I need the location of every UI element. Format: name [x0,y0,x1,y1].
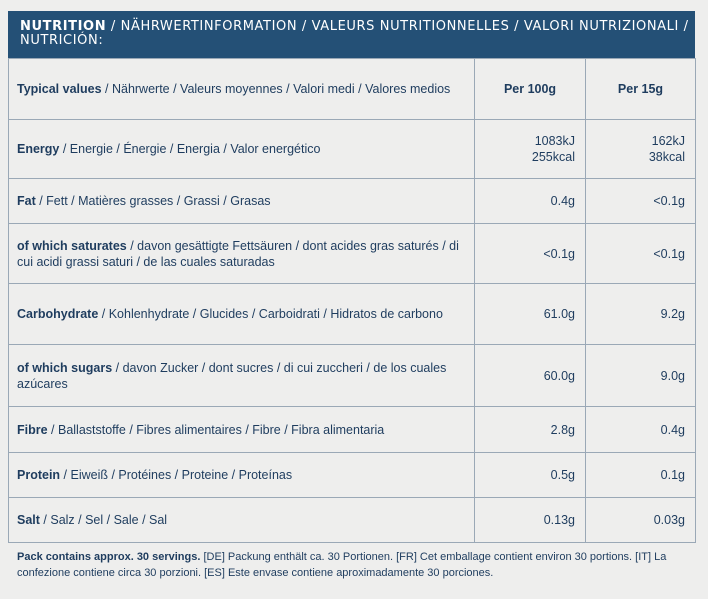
label-rest: / Kohlenhydrate / Glucides / Carboidrati / Hidratos de carbono [98,307,443,321]
header-title-bold: NUTRITION [20,19,107,34]
table-row-carbohydrate [9,284,696,345]
row-label [9,407,475,453]
label-rest: / Fett / Matières grasses / Grassi / Grasas [35,194,271,208]
label-bold: Fat [17,194,36,208]
salt-per-100g: 0.13g [475,498,586,543]
energy-kj-per-15g: 162kJ [651,134,685,148]
protein-per-100g: 0.5g [475,453,586,498]
row-label [9,498,475,543]
table-row-sugars [9,345,696,407]
protein-per-15g: 0.1g [586,453,696,498]
label-bold: of which sugars [17,360,113,375]
fibre-per-100g: 2.8g [475,407,586,453]
sugars-per-100g: 60.0g [475,345,586,407]
saturates-per-100g: <0.1g [475,224,586,284]
servings-note-bold: Pack contains approx. 30 servings. [17,551,201,563]
label-rest: / Ballaststoffe / Fibres alimentaires / Fibre / Fibra alimentaria [47,422,385,437]
row-label [9,120,475,179]
typical-values-label [9,59,475,120]
energy-kj-per-100g: 1083kJ [534,134,575,148]
fat-per-100g: 0.4g [475,179,586,224]
label-rest: / davon Zucker / dont sucres / di cui zuccheri / de los cuales azúcares [17,360,447,391]
label-rest: / Energie / Énergie / Energia / Valor energético [59,142,321,156]
table-row-protein [9,453,696,498]
nutrition-table [8,58,696,543]
label-rest: / Eiweiß / Protéines / Proteine / Proteínas [60,468,293,482]
fibre-per-15g: 0.4g [586,407,696,453]
header-title-rest: / NÄHRWERTINFORMATION / VALEURS NUTRITIONNELLES / VALORI NUTRIZIONALI / NUTRICIÓN: [20,19,689,48]
salt-per-15g: 0.03g [586,498,696,543]
label-rest: / Salz / Sel / Sale / Sal [39,513,168,527]
label-bold: Carbohydrate [17,307,99,321]
sugars-per-15g: 9.0g [586,345,696,407]
col-per-15g-header: Per 15g [586,59,696,120]
label-rest: / davon gesättigte Fettsäuren / dont acides gras saturés / di cui acidi grassi saturi / de las cuales saturadas [17,238,459,269]
row-label [9,284,475,345]
label-bold: Protein [17,468,61,482]
energy-per-15g [586,120,696,179]
label-bold: Fibre [17,422,48,437]
label-bold: Typical values [17,82,102,96]
saturates-per-15g: <0.1g [586,224,696,284]
energy-kcal-per-15g: 38kcal [648,150,685,164]
servings-note-rest: [DE] Packung enthält ca. 30 Portionen. [FR] Cet emballage contient environ 30 portions. [IT] La confezione contiene circa 30 porzioni. [ES] Este envase contiene aproximadamente 30 porciones. [17,551,667,579]
carbohydrate-per-15g: 9.2g [586,284,696,345]
label-bold: Energy [17,142,60,156]
servings-note [17,549,697,581]
label-bold: Salt [17,513,40,527]
col-per-100g-header: Per 100g [475,59,586,120]
fat-per-15g: <0.1g [586,179,696,224]
energy-kcal-per-100g: 255kcal [531,150,575,164]
nutrition-header [8,11,695,58]
table-row-fibre [9,407,696,453]
table-row-saturates [9,224,696,284]
table-row-salt [9,498,696,543]
carbohydrate-per-100g: 61.0g [475,284,586,345]
label-bold: of which saturates [17,238,127,253]
energy-per-100g [475,120,586,179]
row-label [9,224,475,284]
table-row-energy [9,120,696,179]
row-label [9,179,475,224]
table-header-row [9,59,696,120]
label-rest: / Nährwerte / Valeurs moyennes / Valori medi / Valores medios [101,82,451,96]
row-label [9,453,475,498]
row-label [9,345,475,407]
table-row-fat [9,179,696,224]
